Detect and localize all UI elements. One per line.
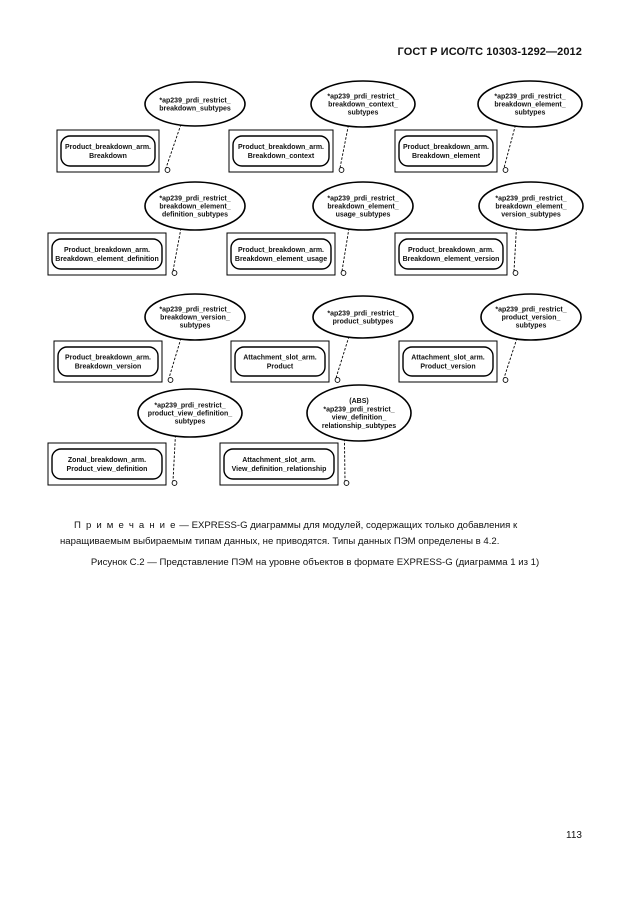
type-label: *ap239_prdi_restrict_ — [327, 310, 399, 318]
link-end-circle — [172, 271, 177, 276]
entity-box-e3 — [395, 130, 497, 172]
type-label: version_subtypes — [501, 211, 561, 219]
type-label: breakdown_subtypes — [159, 105, 231, 113]
entity-label: Product_breakdown_arm. — [65, 354, 151, 362]
type-label: *ap239_prdi_restrict_ — [159, 97, 231, 105]
subtype-link — [504, 125, 515, 168]
entity-label: Product_breakdown_arm. — [238, 247, 324, 255]
entity-label: Product_breakdown_arm. — [403, 144, 489, 152]
type-label: *ap239_prdi_restrict_ — [154, 402, 226, 410]
select-type-ellipse-t6 — [479, 182, 583, 230]
entity-label: Attachment_slot_arm. — [242, 457, 316, 465]
type-label: *ap239_prdi_restrict_ — [495, 195, 567, 203]
entity-box-e11 — [220, 443, 338, 485]
select-type-ellipse-t7 — [145, 294, 245, 340]
link-end-circle — [165, 168, 170, 173]
note-label: П р и м е ч а н и е — [74, 520, 177, 531]
entity-label: Breakdown_element — [411, 152, 481, 160]
note-text: — EXPRESS-G диаграммы для модулей, содержащих только добавления к наращиваемым выбираемым типам данных, не приводятся. Типы данных ПЭМ определены в 4.2. — [60, 520, 518, 547]
subtype-link — [173, 228, 181, 271]
select-type-ellipse-t2 — [311, 81, 415, 127]
entity-box-e1 — [57, 130, 159, 172]
subtype-link — [504, 338, 517, 378]
entity-label: Breakdown_element_version — [402, 255, 500, 263]
select-type-ellipse-t5 — [313, 182, 413, 230]
entity-label: Product_breakdown_arm. — [408, 247, 494, 255]
link-end-circle — [172, 481, 177, 486]
type-label: subtypes — [515, 322, 547, 330]
entity-label: Breakdown — [89, 152, 127, 160]
entity-label: Product_version — [420, 363, 476, 371]
subtype-link — [169, 338, 181, 378]
type-label: *ap239_prdi_restrict_ — [495, 306, 567, 314]
type-label: definition_subtypes — [161, 211, 229, 219]
entity-label: Zonal_breakdown_arm. — [67, 457, 147, 465]
entity-label: Breakdown_context — [247, 152, 315, 160]
subtype-link — [344, 439, 345, 481]
subtype-link — [514, 228, 516, 271]
subtype-link — [173, 435, 175, 481]
subtype-link — [340, 125, 348, 168]
link-end-circle — [503, 168, 508, 173]
entity-label: Breakdown_element_definition — [55, 255, 159, 263]
link-end-circle — [344, 481, 349, 486]
document-header: ГОСТ Р ИСО/ТС 10303-1292—2012 — [397, 46, 582, 58]
select-type-ellipse-t8 — [313, 296, 413, 338]
type-label: relationship_subtypes — [321, 422, 397, 430]
entity-label: Breakdown_element_usage — [234, 255, 328, 263]
type-label: breakdown_context_ — [328, 101, 398, 109]
entity-box-e10 — [48, 443, 166, 485]
link-end-circle — [335, 378, 340, 383]
subtype-link — [166, 124, 181, 168]
entity-label: Product_breakdown_arm. — [238, 144, 324, 152]
entity-label: Breakdown_version — [74, 363, 142, 371]
page-number: 113 — [566, 830, 582, 841]
type-label: breakdown_element_ — [159, 203, 231, 211]
link-end-circle — [341, 271, 346, 276]
entity-box-e7 — [54, 341, 162, 382]
type-label: subtypes — [174, 418, 206, 426]
type-label: usage_subtypes — [335, 211, 391, 219]
type-label: breakdown_version_ — [160, 314, 230, 322]
entity-label: Attachment_slot_arm. — [243, 354, 317, 362]
type-label: subtypes — [347, 109, 379, 117]
select-type-ellipse-t9 — [481, 294, 581, 340]
type-label: *ap239_prdi_restrict_ — [494, 93, 566, 101]
type-label: subtypes — [179, 322, 211, 330]
type-label: product_view_definition_ — [147, 410, 233, 418]
entity-label: Product_breakdown_arm. — [65, 144, 151, 152]
figure-note — [60, 518, 586, 550]
type-label: subtypes — [514, 109, 546, 117]
type-label: product_subtypes — [332, 318, 394, 326]
entity-box-e5 — [227, 233, 335, 275]
select-type-ellipse-t4 — [145, 182, 245, 230]
entity-box-e6 — [395, 233, 507, 275]
entity-label: Product_breakdown_arm. — [64, 247, 150, 255]
entity-label: Product_view_definition — [66, 465, 148, 473]
select-type-ellipse-t1 — [145, 82, 245, 126]
subtype-link — [336, 336, 349, 378]
type-label: *ap239_prdi_restrict_ — [159, 195, 231, 203]
type-label: *ap239_prdi_restrict_ — [159, 306, 231, 314]
entity-label: View_definition_relationship — [231, 465, 327, 473]
entity-label: Attachment_slot_arm. — [411, 354, 485, 362]
type-label: view_definition_ — [331, 414, 387, 422]
figure-caption: Рисунок С.2 — Представление ПЭМ на уровне объектов в формате EXPRESS-G (диаграмма 1 из 1) — [90, 557, 540, 568]
select-type-ellipse-t11 — [307, 385, 411, 441]
type-label: breakdown_element_ — [495, 203, 567, 211]
entity-label: Product — [266, 363, 294, 371]
type-label: breakdown_element_ — [327, 203, 399, 211]
select-type-ellipse-t10 — [138, 389, 242, 437]
entity-box-e9 — [399, 341, 497, 382]
type-label: breakdown_element_ — [494, 101, 566, 109]
entity-box-e4 — [48, 233, 166, 275]
subtype-link — [342, 228, 349, 271]
link-end-circle — [168, 378, 173, 383]
type-label: *ap239_prdi_restrict_ — [327, 93, 399, 101]
type-label: (ABS) — [349, 398, 369, 406]
link-end-circle — [339, 168, 344, 173]
type-label: product_version_ — [501, 314, 561, 322]
select-type-ellipse-t3 — [478, 81, 582, 127]
link-end-circle — [513, 271, 518, 276]
link-end-circle — [503, 378, 508, 383]
entity-box-e2 — [229, 130, 333, 172]
entity-box-e8 — [231, 341, 329, 382]
type-label: *ap239_prdi_restrict_ — [327, 195, 399, 203]
type-label: *ap239_prdi_restrict_ — [323, 406, 395, 414]
